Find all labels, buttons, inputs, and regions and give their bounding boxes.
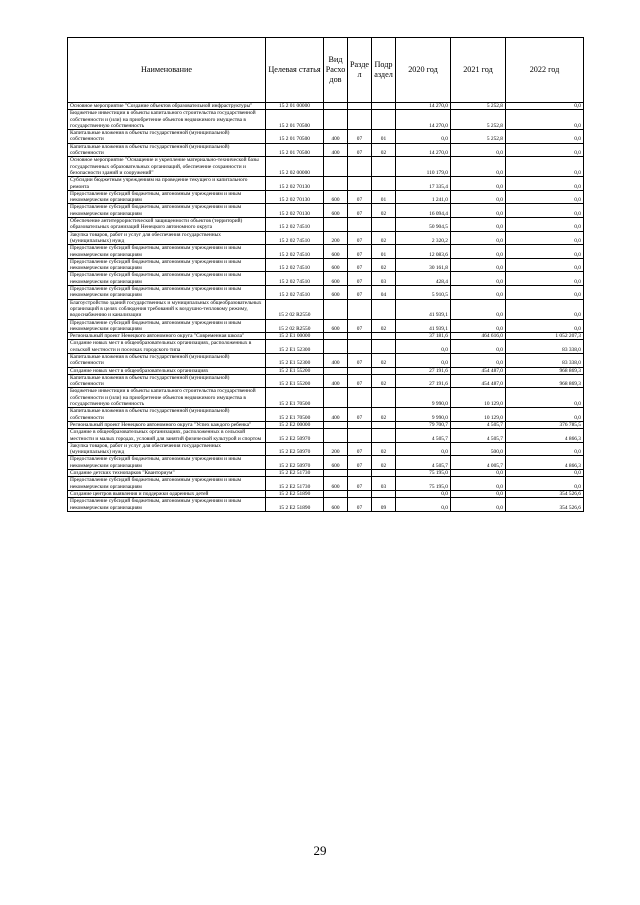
- row-subsection: 02: [372, 231, 396, 245]
- table-row: [68, 103, 584, 110]
- table-row: [68, 299, 584, 319]
- row-section: 07: [348, 231, 372, 245]
- row-section: 07: [348, 258, 372, 272]
- row-name: Предоставление субсидий бюджетным, автономным учреждениям и иным некоммерческим организациям: [68, 190, 266, 204]
- row-expense-type: 400: [324, 353, 348, 367]
- row-expense-type: 400: [324, 143, 348, 157]
- row-section: [348, 367, 372, 374]
- row-name: Создание детских технопарков "Кванториум": [68, 470, 266, 477]
- row-expense-type: [324, 388, 348, 408]
- row-target-article: 15 2 E1 70500: [266, 408, 324, 422]
- row-amount-2020: 16 094,4: [396, 204, 451, 218]
- header-name: Наименование: [68, 38, 266, 103]
- row-amount-2020: 41 939,1: [396, 299, 451, 319]
- row-name: Основное мероприятие "Оснащение и укрепление материально-технической базы государственных образовательных организаций, обеспечение сохранности и безопасности зданий и сооружений": [68, 157, 266, 177]
- row-amount-2020: 75 195,0: [396, 477, 451, 491]
- row-amount-2021: 4 005,7: [451, 456, 506, 470]
- row-amount-2021: 5 252,8: [451, 103, 506, 110]
- row-target-article: 15 2 E1 55200: [266, 367, 324, 374]
- row-target-article: 15 2 E1 70500: [266, 388, 324, 408]
- row-name: Региональный проект Ненецкого автономного округа "Успех каждого ребенка": [68, 421, 266, 428]
- row-amount-2021: 4 505,7: [451, 421, 506, 428]
- row-section: [348, 218, 372, 232]
- row-expense-type: 200: [324, 231, 348, 245]
- table-row: [68, 157, 584, 177]
- row-target-article: 15 2 02 74510: [266, 231, 324, 245]
- row-amount-2020: 79 700,7: [396, 421, 451, 428]
- row-subsection: 02: [372, 258, 396, 272]
- row-amount-2021: 454 487,0: [451, 374, 506, 388]
- row-name: Основное мероприятие "Создание объектов образовательной инфраструктуры": [68, 103, 266, 110]
- row-amount-2020: 4 505,7: [396, 429, 451, 443]
- row-name: Бюджетные инвестиции в объекты капитального строительства государственной собственности и (или) на приобретение объектов недвижимого имущества в государственную собственность: [68, 110, 266, 130]
- row-target-article: 15 2 E2 51890: [266, 498, 324, 512]
- row-amount-2022: 0,0: [506, 442, 584, 456]
- row-subsection: 01: [372, 190, 396, 204]
- row-subsection: [372, 367, 396, 374]
- row-subsection: 02: [372, 319, 396, 333]
- row-amount-2020: 5 910,5: [396, 286, 451, 300]
- row-amount-2021: 5 252,8: [451, 110, 506, 130]
- table-row: [68, 408, 584, 422]
- row-target-article: 15 2 02 R2550: [266, 319, 324, 333]
- table-row: [68, 429, 584, 443]
- row-amount-2021: 5 252,8: [451, 130, 506, 144]
- row-expense-type: 600: [324, 204, 348, 218]
- row-amount-2021: 0,0: [451, 272, 506, 286]
- row-expense-type: [324, 470, 348, 477]
- row-name: Предоставление субсидий бюджетным, автономным учреждениям и иным некоммерческим организациям: [68, 272, 266, 286]
- table-row: [68, 333, 584, 340]
- table-row: [68, 143, 584, 157]
- row-amount-2020: 0,0: [396, 442, 451, 456]
- row-subsection: 02: [372, 442, 396, 456]
- row-expense-type: [324, 490, 348, 497]
- row-target-article: 15 2 02 R2550: [266, 299, 324, 319]
- table-row: [68, 286, 584, 300]
- row-subsection: [372, 340, 396, 354]
- row-section: [348, 103, 372, 110]
- table-row: [68, 231, 584, 245]
- row-subsection: [372, 429, 396, 443]
- table-row: [68, 272, 584, 286]
- row-expense-type: 600: [324, 498, 348, 512]
- row-amount-2021: 0,0: [451, 231, 506, 245]
- row-name: Предоставление субсидий бюджетным, автономным учреждениям и иным некоммерческим организациям: [68, 456, 266, 470]
- header-target-article: Целевая статья: [266, 38, 324, 103]
- row-amount-2021: 0,0: [451, 490, 506, 497]
- table-row: [68, 340, 584, 354]
- row-section: 07: [348, 408, 372, 422]
- table-row: [68, 388, 584, 408]
- row-subsection: 04: [372, 286, 396, 300]
- row-amount-2022: 0,0: [506, 477, 584, 491]
- row-name: Региональный проект Ненецкого автономного округа "Современная школа": [68, 333, 266, 340]
- row-expense-type: [324, 110, 348, 130]
- row-expense-type: 600: [324, 272, 348, 286]
- row-amount-2020: 9 990,0: [396, 388, 451, 408]
- row-amount-2021: 0,0: [451, 190, 506, 204]
- row-target-article: 15 2 E1 00000: [266, 333, 324, 340]
- table-row: [68, 258, 584, 272]
- row-subsection: [372, 218, 396, 232]
- header-year-2021: 2021 год: [451, 38, 506, 103]
- row-subsection: [372, 157, 396, 177]
- row-expense-type: 600: [324, 456, 348, 470]
- row-expense-type: 600: [324, 258, 348, 272]
- row-section: 07: [348, 477, 372, 491]
- row-amount-2022: 0,0: [506, 218, 584, 232]
- row-amount-2021: 0,0: [451, 286, 506, 300]
- row-amount-2020: 75 195,0: [396, 470, 451, 477]
- row-amount-2022: 0,0: [506, 130, 584, 144]
- header-expense-type: Вид Расхо дов: [324, 38, 348, 103]
- row-expense-type: [324, 421, 348, 428]
- row-section: [348, 177, 372, 191]
- table-row: [68, 367, 584, 374]
- row-amount-2020: 30 161,8: [396, 258, 451, 272]
- row-subsection: 02: [372, 408, 396, 422]
- row-expense-type: 600: [324, 245, 348, 259]
- row-name: Предоставление субсидий бюджетным, автономным учреждениям и иным некоммерческим организациям: [68, 286, 266, 300]
- row-amount-2022: 4 866,3: [506, 456, 584, 470]
- row-amount-2020: 2 320,2: [396, 231, 451, 245]
- row-target-article: 15 2 02 74510: [266, 272, 324, 286]
- row-amount-2020: 9 990,0: [396, 408, 451, 422]
- row-amount-2022: 968 869,3: [506, 367, 584, 374]
- row-amount-2020: 1 241,0: [396, 190, 451, 204]
- budget-table: [67, 37, 584, 512]
- row-amount-2022: 0,0: [506, 470, 584, 477]
- row-target-article: 15 2 01 00000: [266, 103, 324, 110]
- row-section: 07: [348, 143, 372, 157]
- row-amount-2020: 41 939,1: [396, 319, 451, 333]
- row-section: 07: [348, 456, 372, 470]
- row-target-article: 15 2 E2 50970: [266, 429, 324, 443]
- row-target-article: 15 2 01 70500: [266, 110, 324, 130]
- row-name: Субсидии бюджетным учреждениям на проведение текущего и капитального ремонта: [68, 177, 266, 191]
- row-section: [348, 429, 372, 443]
- table-row: [68, 218, 584, 232]
- row-section: [348, 388, 372, 408]
- row-target-article: 15 2 E1 52300: [266, 353, 324, 367]
- table-row: [68, 421, 584, 428]
- table-row: [68, 353, 584, 367]
- table-row: [68, 319, 584, 333]
- row-target-article: 15 2 E1 52300: [266, 340, 324, 354]
- row-amount-2022: 0,0: [506, 388, 584, 408]
- row-name: Капитальные вложения в объекты государственной (муниципальной) собственности: [68, 143, 266, 157]
- row-amount-2021: 4 505,7: [451, 429, 506, 443]
- row-name: Предоставление субсидий бюджетным, автономным учреждениям и иным некоммерческим организациям: [68, 498, 266, 512]
- row-target-article: 15 2 02 70130: [266, 204, 324, 218]
- row-section: 07: [348, 190, 372, 204]
- row-target-article: 15 2 02 74510: [266, 258, 324, 272]
- row-amount-2022: 0,0: [506, 190, 584, 204]
- row-amount-2021: 0,0: [451, 477, 506, 491]
- row-amount-2020: 0,0: [396, 498, 451, 512]
- row-amount-2022: 0,0: [506, 103, 584, 110]
- row-amount-2022: 354 526,6: [506, 498, 584, 512]
- row-amount-2021: 0,0: [451, 299, 506, 319]
- row-amount-2022: 0,0: [506, 157, 584, 177]
- row-section: [348, 470, 372, 477]
- row-target-article: 15 2 E2 50970: [266, 456, 324, 470]
- row-subsection: 02: [372, 353, 396, 367]
- row-amount-2021: 0,0: [451, 470, 506, 477]
- row-amount-2021: 454 487,0: [451, 367, 506, 374]
- row-name: Предоставление субсидий бюджетным, автономным учреждениям и иным некоммерческим организациям: [68, 477, 266, 491]
- row-amount-2022: 0,0: [506, 258, 584, 272]
- row-target-article: 15 2 E2 00000: [266, 421, 324, 428]
- table-row: [68, 374, 584, 388]
- row-target-article: 15 2 E1 55200: [266, 374, 324, 388]
- row-section: [348, 157, 372, 177]
- row-amount-2022: 0,0: [506, 286, 584, 300]
- header-section: Разде л: [348, 38, 372, 103]
- row-section: 07: [348, 353, 372, 367]
- row-expense-type: [324, 333, 348, 340]
- row-amount-2020: 14 270,0: [396, 110, 451, 130]
- row-amount-2021: 0,0: [451, 204, 506, 218]
- row-amount-2021: 0,0: [451, 157, 506, 177]
- header-subsection: Подр аздел: [372, 38, 396, 103]
- row-expense-type: [324, 340, 348, 354]
- row-target-article: 15 2 02 70130: [266, 177, 324, 191]
- row-subsection: [372, 490, 396, 497]
- row-amount-2020: 50 904,5: [396, 218, 451, 232]
- row-amount-2021: 0,0: [451, 218, 506, 232]
- row-name: Капитальные вложения в объекты государственной (муниципальной) собственности: [68, 130, 266, 144]
- row-expense-type: [324, 177, 348, 191]
- row-target-article: 15 2 E2 51890: [266, 490, 324, 497]
- row-target-article: 15 2 02 70130: [266, 190, 324, 204]
- row-amount-2022: 0,0: [506, 272, 584, 286]
- row-amount-2020: 14 270,0: [396, 103, 451, 110]
- row-amount-2022: 1 052 207,3: [506, 333, 584, 340]
- row-amount-2020: 0,0: [396, 340, 451, 354]
- row-expense-type: 600: [324, 190, 348, 204]
- row-section: [348, 110, 372, 130]
- row-amount-2022: 354 526,6: [506, 490, 584, 497]
- row-amount-2022: 0,0: [506, 143, 584, 157]
- row-target-article: 15 2 02 74510: [266, 218, 324, 232]
- row-amount-2020: 428,4: [396, 272, 451, 286]
- row-section: 07: [348, 498, 372, 512]
- table-row: [68, 204, 584, 218]
- row-name: Создание новых мест в общеобразовательных организациях, расположенных в сельской местности и поселках городского типа: [68, 340, 266, 354]
- row-amount-2022: 0,0: [506, 110, 584, 130]
- row-subsection: [372, 470, 396, 477]
- row-amount-2022: 376 785,5: [506, 421, 584, 428]
- row-name: Предоставление субсидий бюджетным, автономным учреждениям и иным некоммерческим организациям: [68, 245, 266, 259]
- row-subsection: 02: [372, 374, 396, 388]
- row-section: [348, 333, 372, 340]
- row-section: 07: [348, 130, 372, 144]
- row-name: Благоустройство зданий государственных и муниципальных общеобразовательных организаций в целях соблюдения требований к воздушно-тепловому режиму, водоснабжению и канализации: [68, 299, 266, 319]
- row-amount-2022: 83 338,0: [506, 353, 584, 367]
- row-subsection: [372, 299, 396, 319]
- row-amount-2022: 0,0: [506, 177, 584, 191]
- row-section: 07: [348, 319, 372, 333]
- row-amount-2021: 10 129,0: [451, 408, 506, 422]
- row-name: Обеспечение антитеррористической защищенности объектов (территорий) образовательных организаций Ненецкого автономного округа: [68, 218, 266, 232]
- row-subsection: [372, 103, 396, 110]
- row-expense-type: [324, 103, 348, 110]
- row-name: Предоставление субсидий бюджетным, автономным учреждениям и иным некоммерческим организациям: [68, 204, 266, 218]
- row-subsection: 03: [372, 272, 396, 286]
- row-expense-type: 600: [324, 286, 348, 300]
- row-amount-2021: 0,0: [451, 177, 506, 191]
- row-expense-type: [324, 299, 348, 319]
- row-amount-2021: 0,0: [451, 498, 506, 512]
- row-amount-2020: 0,0: [396, 130, 451, 144]
- row-amount-2020: 37 181,6: [396, 333, 451, 340]
- row-name: Бюджетные инвестиции в объекты капитального строительства государственной собственности и (или) на приобретение объектов недвижимого имущества в государственную собственность: [68, 388, 266, 408]
- table-row: [68, 190, 584, 204]
- row-expense-type: 600: [324, 477, 348, 491]
- row-expense-type: [324, 367, 348, 374]
- row-amount-2022: 968 869,3: [506, 374, 584, 388]
- row-amount-2020: 0,0: [396, 353, 451, 367]
- row-section: [348, 421, 372, 428]
- row-name: Предоставление субсидий бюджетным, автономным учреждениям и иным некоммерческим организациям: [68, 258, 266, 272]
- row-amount-2020: 17 335,4: [396, 177, 451, 191]
- row-expense-type: 200: [324, 442, 348, 456]
- row-target-article: 15 2 01 70500: [266, 130, 324, 144]
- row-subsection: [372, 110, 396, 130]
- row-section: [348, 340, 372, 354]
- row-expense-type: 400: [324, 374, 348, 388]
- row-section: [348, 490, 372, 497]
- row-name: Закупка товаров, работ и услуг для обеспечения государственных (муниципальных) нужд: [68, 231, 266, 245]
- row-name: Создание новых мест в общеобразовательных организациях: [68, 367, 266, 374]
- row-subsection: 01: [372, 130, 396, 144]
- row-amount-2020: 27 191,6: [396, 367, 451, 374]
- row-amount-2021: 0,0: [451, 340, 506, 354]
- row-subsection: 02: [372, 143, 396, 157]
- row-section: 07: [348, 374, 372, 388]
- table-row: [68, 498, 584, 512]
- row-name: Капитальные вложения в объекты государственной (муниципальной) собственности: [68, 374, 266, 388]
- row-subsection: 01: [372, 245, 396, 259]
- row-subsection: [372, 333, 396, 340]
- row-amount-2022: 4 866,3: [506, 429, 584, 443]
- row-amount-2021: 10 129,0: [451, 388, 506, 408]
- table-row: [68, 130, 584, 144]
- row-expense-type: [324, 157, 348, 177]
- page-number: 29: [313, 843, 327, 858]
- row-target-article: 15 2 02 74510: [266, 286, 324, 300]
- row-section: 07: [348, 286, 372, 300]
- row-expense-type: 600: [324, 319, 348, 333]
- row-section: 07: [348, 204, 372, 218]
- budget-document: [67, 37, 583, 512]
- row-subsection: [372, 421, 396, 428]
- row-expense-type: [324, 218, 348, 232]
- row-amount-2021: 500,0: [451, 442, 506, 456]
- row-name: Закупка товаров, работ и услуг для обеспечения государственных (муниципальных) нужд: [68, 442, 266, 456]
- row-amount-2020: 0,0: [396, 490, 451, 497]
- table-row: [68, 177, 584, 191]
- row-amount-2022: 0,0: [506, 319, 584, 333]
- row-target-article: 15 2 E2 51730: [266, 470, 324, 477]
- row-amount-2020: 12 083,6: [396, 245, 451, 259]
- row-section: 07: [348, 272, 372, 286]
- row-amount-2022: 0,0: [506, 299, 584, 319]
- table-row: [68, 470, 584, 477]
- row-amount-2020: 4 505,7: [396, 456, 451, 470]
- row-amount-2021: 0,0: [451, 353, 506, 367]
- row-amount-2022: 0,0: [506, 204, 584, 218]
- row-name: Создание в общеобразовательных организациях, расположенных в сельской местности и малых городах, условий для занятий физической культурой и спортом: [68, 429, 266, 443]
- row-subsection: 03: [372, 477, 396, 491]
- row-target-article: 15 2 02 74510: [266, 245, 324, 259]
- row-name: Предоставление субсидий бюджетным, автономным учреждениям и иным некоммерческим организациям: [68, 319, 266, 333]
- table-row: [68, 456, 584, 470]
- row-amount-2022: 0,0: [506, 245, 584, 259]
- row-target-article: 15 2 01 70500: [266, 143, 324, 157]
- table-header-row: [68, 38, 584, 103]
- table-row: [68, 110, 584, 130]
- row-section: 07: [348, 245, 372, 259]
- header-year-2020: 2020 год: [396, 38, 451, 103]
- row-amount-2022: 0,0: [506, 408, 584, 422]
- row-amount-2021: 0,0: [451, 319, 506, 333]
- row-name: Создание центров выявления и поддержки одаренных детей: [68, 490, 266, 497]
- row-target-article: 15 2 E2 51730: [266, 477, 324, 491]
- row-name: Капитальные вложения в объекты государственной (муниципальной) собственности: [68, 408, 266, 422]
- table-row: [68, 245, 584, 259]
- row-subsection: [372, 388, 396, 408]
- row-amount-2020: 110 179,0: [396, 157, 451, 177]
- row-expense-type: 400: [324, 130, 348, 144]
- row-name: Капитальные вложения в объекты государственной (муниципальной) собственности: [68, 353, 266, 367]
- row-amount-2020: 14 270,0: [396, 143, 451, 157]
- header-year-2022: 2022 год: [506, 38, 584, 103]
- row-section: 07: [348, 442, 372, 456]
- row-expense-type: 400: [324, 408, 348, 422]
- row-target-article: 15 2 02 00000: [266, 157, 324, 177]
- table-row: [68, 477, 584, 491]
- row-amount-2021: 0,0: [451, 258, 506, 272]
- row-subsection: 02: [372, 204, 396, 218]
- row-target-article: 15 2 E2 50970: [266, 442, 324, 456]
- row-section: [348, 299, 372, 319]
- row-subsection: [372, 177, 396, 191]
- table-row: [68, 490, 584, 497]
- row-amount-2020: 27 191,6: [396, 374, 451, 388]
- row-amount-2021: 0,0: [451, 143, 506, 157]
- row-subsection: 02: [372, 456, 396, 470]
- row-expense-type: [324, 429, 348, 443]
- table-row: [68, 442, 584, 456]
- row-subsection: 09: [372, 498, 396, 512]
- row-amount-2021: 0,0: [451, 245, 506, 259]
- row-amount-2022: 83 338,0: [506, 340, 584, 354]
- row-amount-2022: 0,0: [506, 231, 584, 245]
- row-amount-2021: 464 616,0: [451, 333, 506, 340]
